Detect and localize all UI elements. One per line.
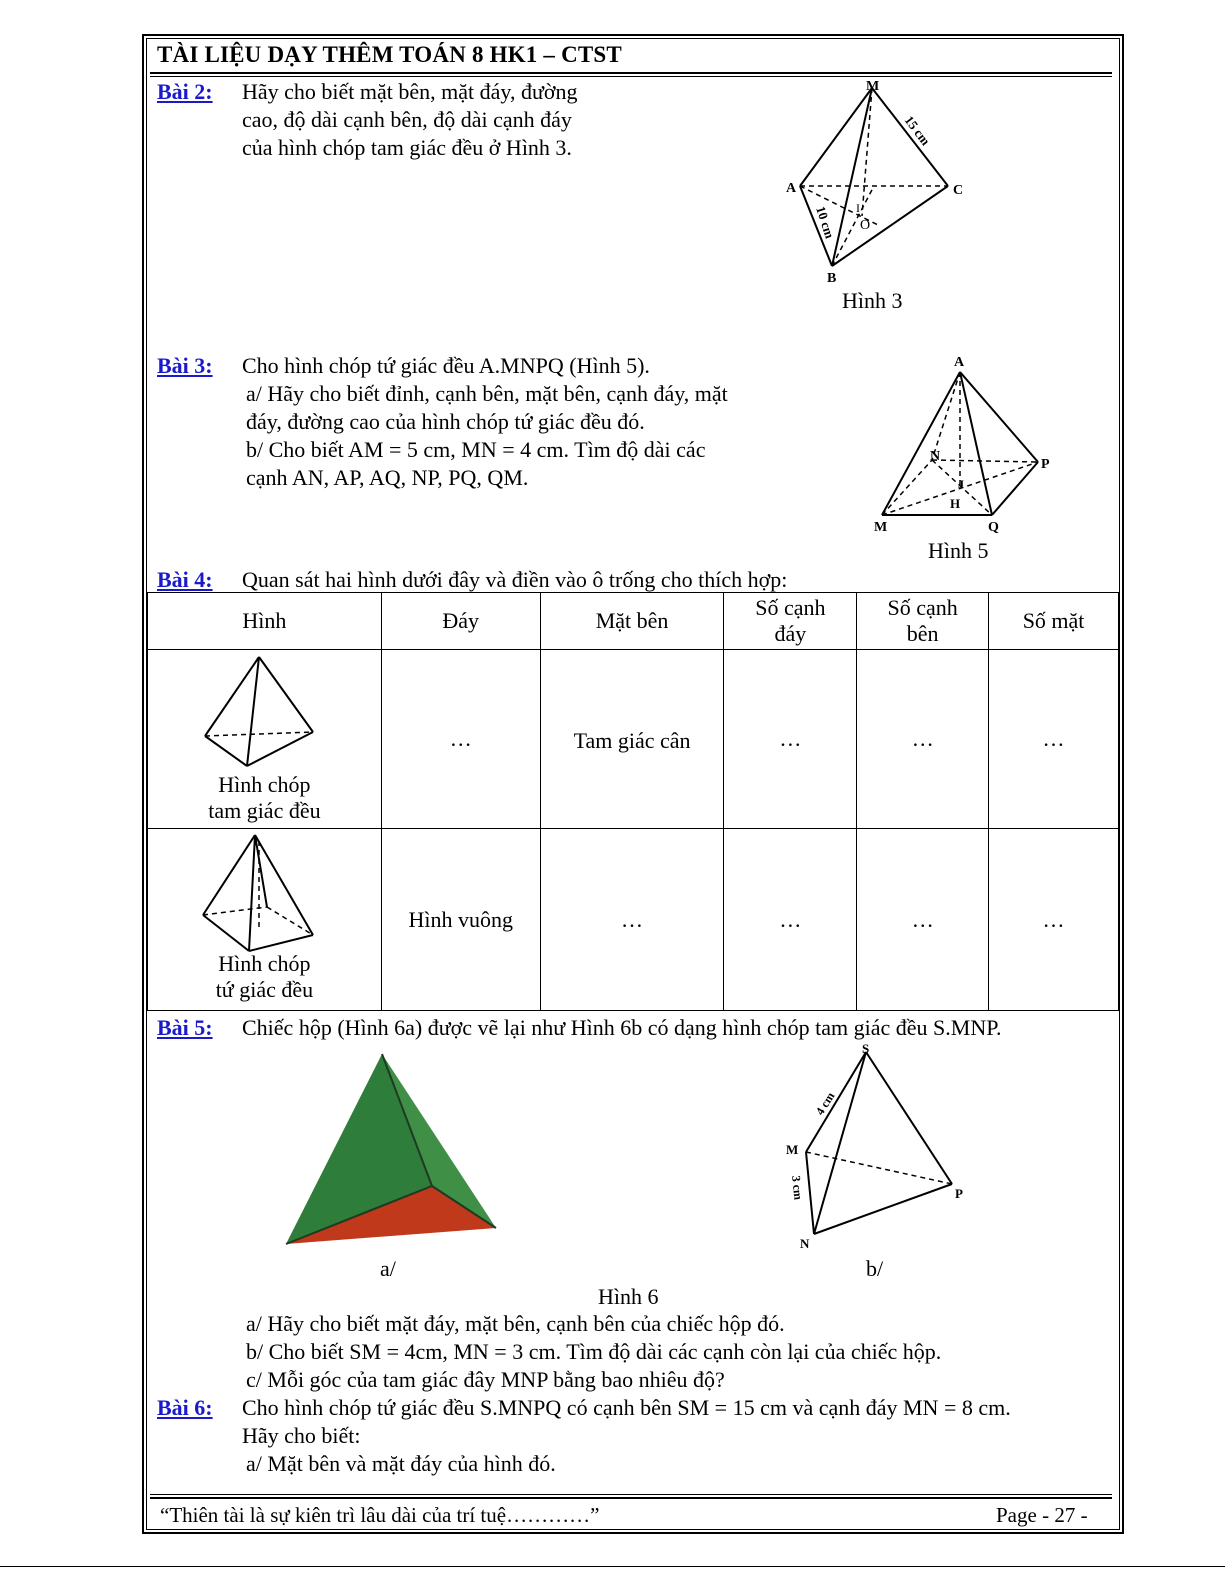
point-N: N [930, 449, 941, 464]
bai6-line: a/ Mặt bên và mặt đáy của hình đó. [246, 1451, 556, 1476]
hinh6-caption: Hình 6 [598, 1284, 659, 1309]
cell-so-canh-day: … [724, 650, 857, 829]
fig-b-label: b/ [866, 1256, 884, 1281]
bai3-line: b/ Cho biết AM = 5 cm, MN = 4 cm. Tìm độ dài các [246, 437, 706, 462]
point-H: H [950, 496, 961, 511]
shape-cell [148, 650, 382, 829]
header-cell: Số cạnh bên [857, 593, 989, 650]
header-cell: Hình [148, 593, 382, 650]
cell-day: Hình vuông [381, 829, 540, 1011]
footer-page-number: Page - 27 - [996, 1503, 1088, 1527]
edge-label-15cm: 15 cm [901, 112, 934, 149]
edge-SN [814, 1052, 866, 1234]
hinh5-caption: Hình 5 [928, 538, 989, 563]
bai4-table [147, 592, 1119, 1011]
bai3-line: đáy, đường cao của hình chóp tứ giác đều đó. [246, 409, 645, 434]
bai3-label: Bài 3: [157, 353, 213, 378]
hinh6a-box-photo [282, 1046, 502, 1250]
point-A: A [786, 181, 797, 196]
point-P: P [1041, 457, 1050, 472]
hinh3-caption: Hình 3 [842, 288, 903, 313]
point-M: M [786, 1142, 799, 1157]
bai2-line: của hình chóp tam giác đều ở Hình 3. [242, 135, 572, 160]
point-P: P [955, 1186, 963, 1201]
point-J: J [958, 477, 964, 491]
table-row [148, 829, 1119, 1011]
cell-day: … [381, 650, 540, 829]
hinh6b-figure [780, 1036, 980, 1256]
shape-name: tam giác đều [208, 798, 321, 823]
bai6-line: Cho hình chóp tứ giác đều S.MNPQ có cạnh bên SM = 15 cm và cạnh đáy MN = 8 cm. [242, 1395, 1011, 1420]
edge-AP [960, 372, 1038, 462]
bai4-intro: Quan sát hai hình dưới đây và điền vào ô trống cho thích hợp: [242, 567, 788, 592]
hinh3-figure [780, 76, 980, 291]
table-header-row [148, 593, 1119, 650]
hinh5-figure [866, 350, 1066, 542]
shape-cell [148, 829, 382, 1011]
footer-rule-thin [150, 1494, 1112, 1495]
edge-BC [832, 186, 948, 266]
edge-NP [814, 1184, 952, 1234]
edge-SM [806, 1052, 866, 1152]
shape-name: tứ giác đều [215, 977, 314, 1002]
edge-SP [866, 1052, 952, 1184]
edge-label-10cm: 10 cm [813, 204, 838, 241]
header-cell: Số cạnh đáy [724, 593, 857, 650]
point-M: M [874, 520, 888, 535]
bai2-label: Bài 2: [157, 79, 213, 104]
bai5-question: a/ Hãy cho biết mặt đáy, mặt bên, cạnh bên của chiếc hộp đó. [246, 1311, 785, 1336]
header-cell: Số mặt [989, 593, 1119, 650]
edge-MN [806, 1152, 814, 1234]
header-cell: Đáy [381, 593, 540, 650]
square-pyramid-icon [199, 831, 329, 953]
document-header-title: TÀI LIỆU DẠY THÊM TOÁN 8 HK1 – CTST [157, 42, 622, 67]
edge-AQ [960, 372, 992, 515]
cell-mat-ben: Tam giác cân [540, 650, 724, 829]
footer-rule [150, 1497, 1112, 1499]
fig-a-label: a/ [380, 1256, 396, 1281]
cell-mat-ben: … [540, 829, 724, 1011]
point-I: I [856, 201, 860, 215]
point-B: B [827, 271, 837, 286]
bai2-line: Hãy cho biết mặt bên, mặt đáy, đường [242, 79, 578, 104]
cell-so-canh-day: … [724, 829, 857, 1011]
bai4-label: Bài 4: [157, 567, 213, 592]
cell-so-mat: … [989, 650, 1119, 829]
edge-MP-hidden [806, 1152, 952, 1184]
header-rule [150, 72, 1112, 74]
edge-AM [882, 372, 960, 515]
edge-label-4cm: 4 cm [812, 1089, 838, 1118]
point-C: C [953, 183, 964, 198]
table-row [148, 650, 1119, 829]
bai3-line: cạnh AN, AP, AQ, NP, PQ, QM. [246, 465, 529, 490]
edge-MC [872, 88, 948, 186]
bai3-line: a/ Hãy cho biết đỉnh, cạnh bên, mặt bên, cạnh đáy, mặt [246, 381, 728, 406]
edge-QP [992, 462, 1038, 515]
point-Q: Q [988, 520, 999, 535]
bai5-label: Bài 5: [157, 1015, 213, 1040]
bai6-label: Bài 6: [157, 1395, 213, 1420]
point-M: M [866, 79, 880, 94]
edge-label-3cm: 3 cm [789, 1174, 806, 1201]
page-bottom-edge [0, 1566, 1225, 1567]
bai5-intro: Chiếc hộp (Hình 6a) được vẽ lại như Hình 6b có dạng hình chóp tam giác đều S.MNP. [242, 1015, 1002, 1040]
shape-name: Hình chóp [218, 951, 311, 976]
point-S: S [862, 1041, 870, 1056]
footer-quote: “Thiên tài là sự kiên trì lâu dài của trí tuệ…………” [160, 1503, 600, 1527]
bai6-line: Hãy cho biết: [242, 1423, 361, 1448]
bai5-question: b/ Cho biết SM = 4cm, MN = 3 cm. Tìm độ dài các cạnh còn lại của chiếc hộp. [246, 1339, 942, 1364]
bai2-line: cao, độ dài cạnh bên, độ dài cạnh đáy [242, 107, 572, 132]
header-cell: Mặt bên [540, 593, 724, 650]
shape-name: Hình chóp [218, 772, 311, 797]
bai3-line: Cho hình chóp tứ giác đều A.MNPQ (Hình 5). [242, 353, 650, 378]
edge-NP-hidden [932, 460, 1038, 462]
cell-so-canh-ben: … [857, 829, 989, 1011]
bai5-question: c/ Mỗi góc của tam giác đây MNP bằng bao nhiêu độ? [246, 1367, 725, 1392]
triangular-pyramid-icon [199, 652, 329, 774]
cell-so-canh-ben: … [857, 650, 989, 829]
point-N: N [800, 1236, 810, 1251]
point-A: A [954, 355, 965, 370]
cell-so-mat: … [989, 829, 1119, 1011]
point-O: O [860, 218, 871, 233]
